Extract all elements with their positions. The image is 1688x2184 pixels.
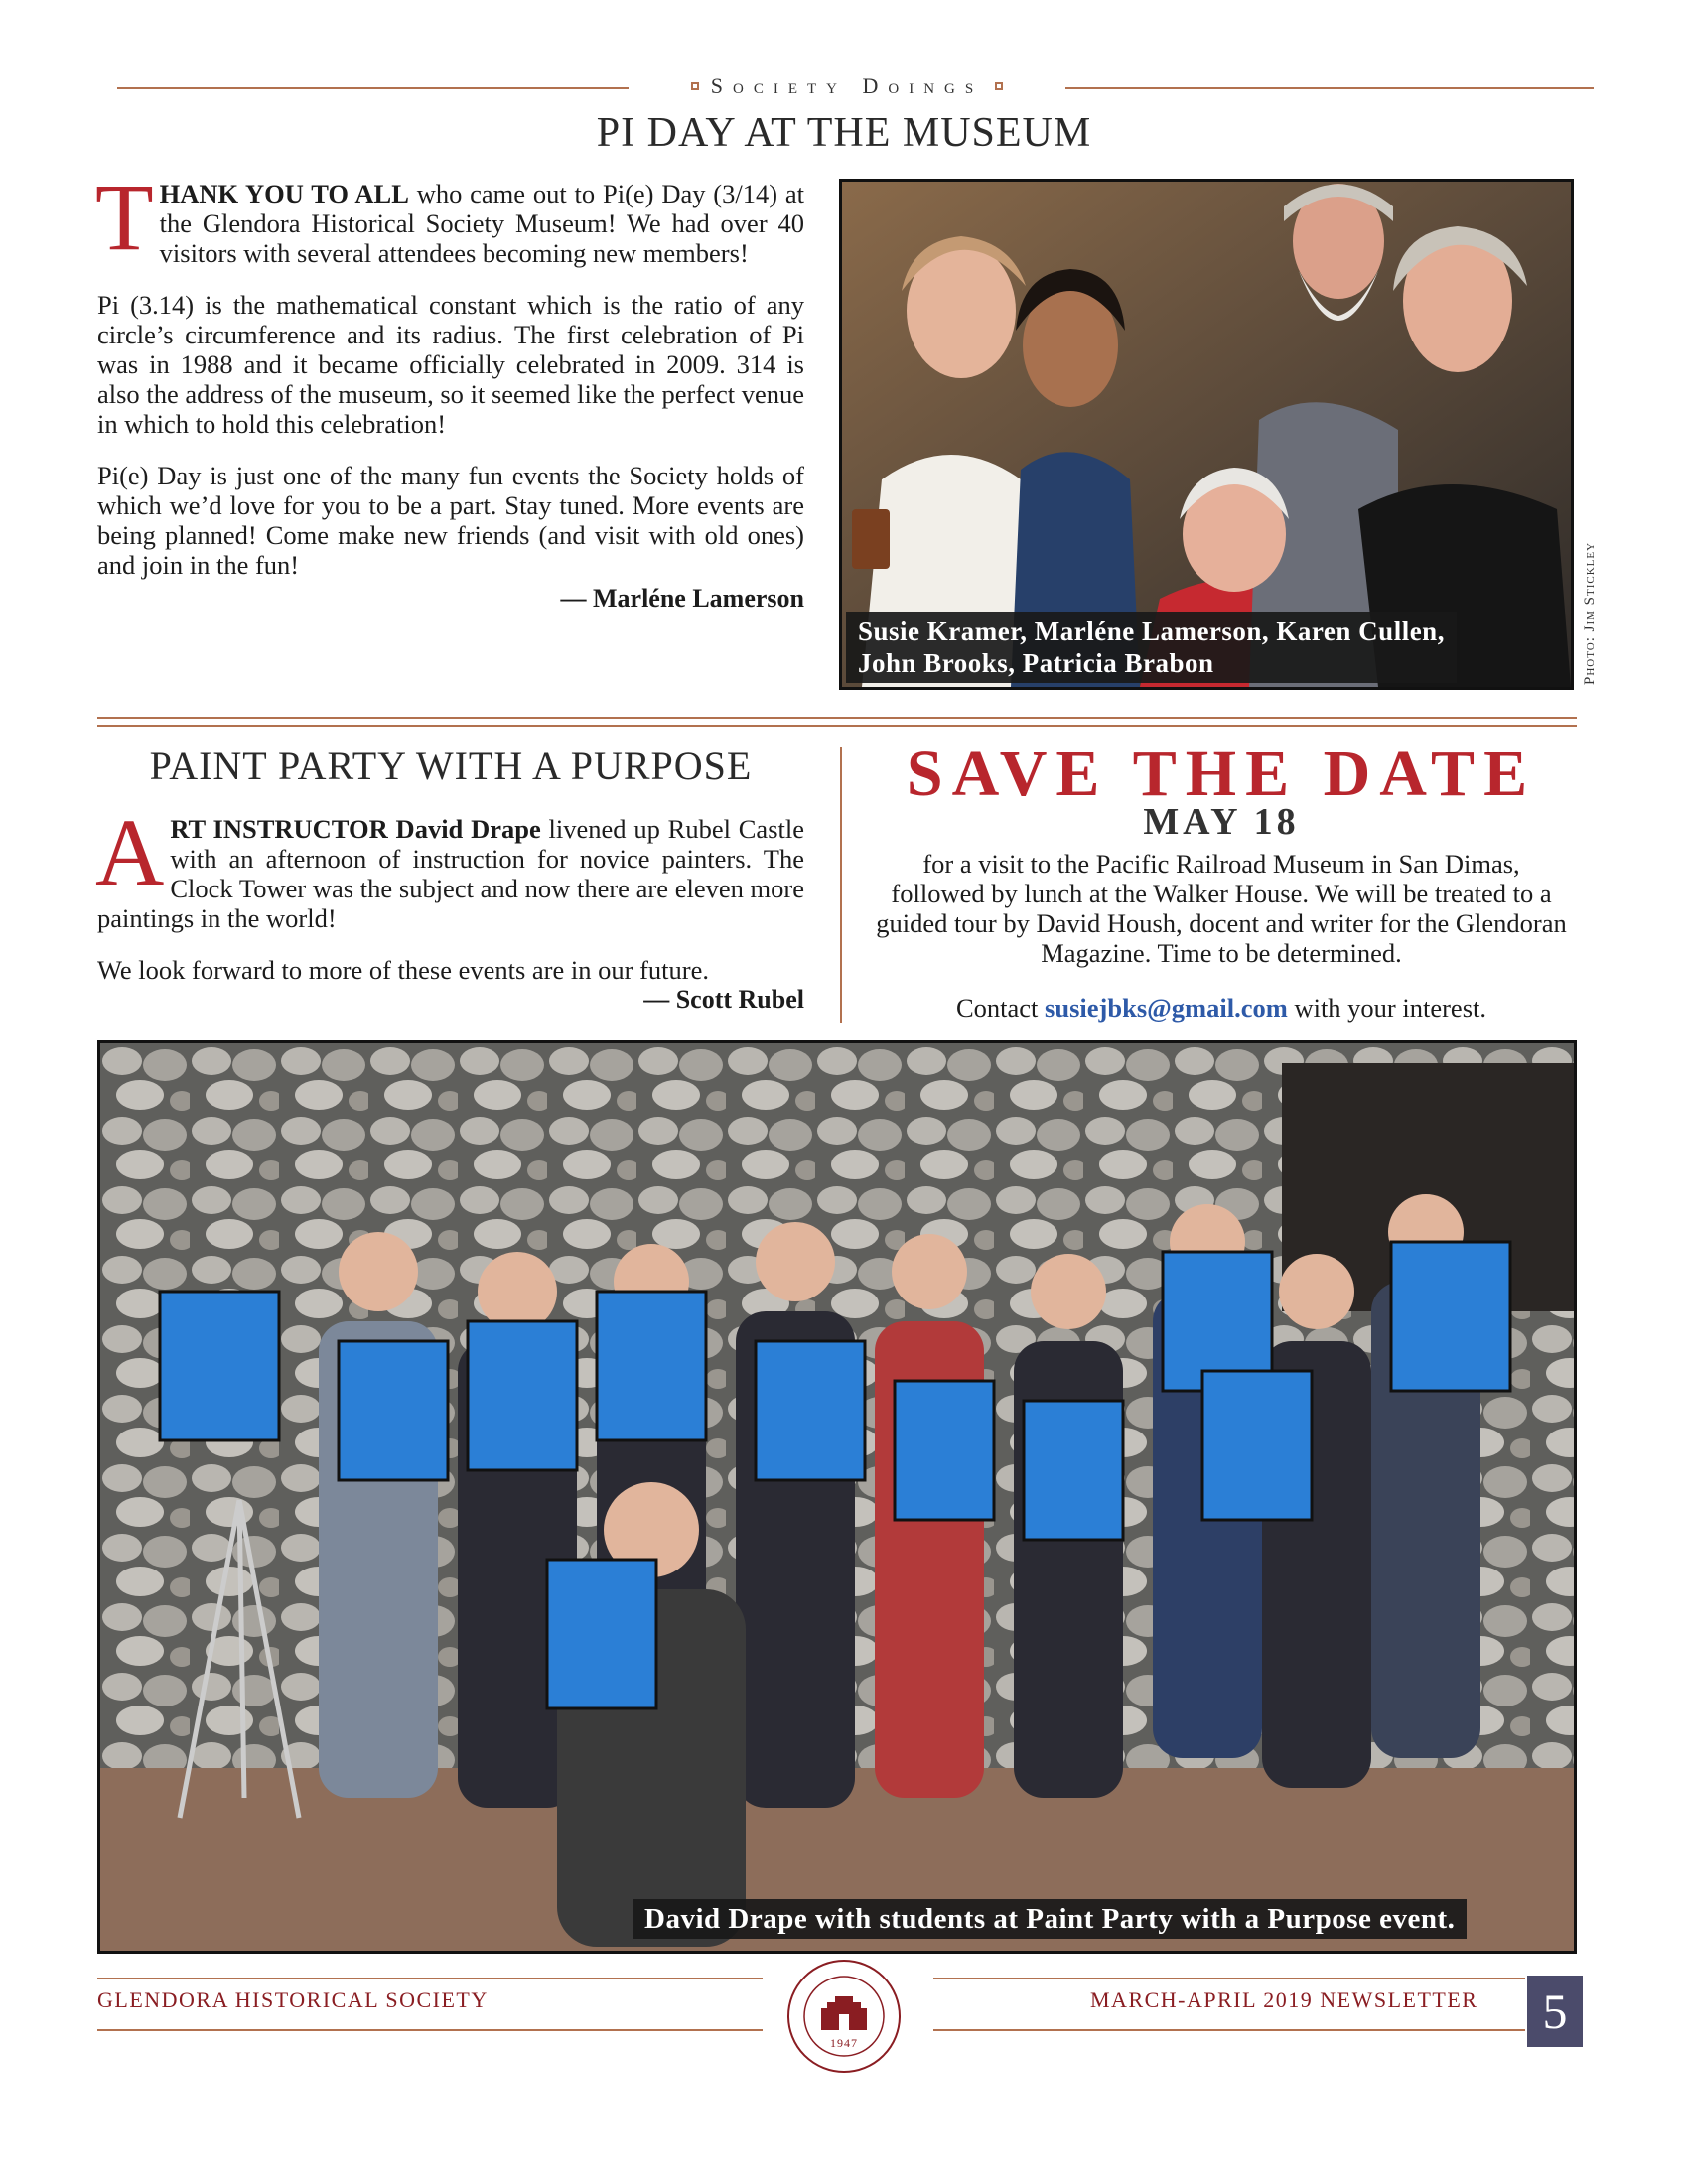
- kicker-text: Society Doings: [710, 73, 984, 98]
- society-seal-logo: [770, 1951, 918, 2080]
- pi-day-signature: — Marléne Lamerson: [560, 584, 804, 613]
- save-the-date-title: SAVE THE DATE: [906, 738, 1537, 810]
- paint-party-paragraph-2: We look forward to more of these events are in our future.: [97, 955, 709, 985]
- footer-issue: MARCH-APRIL 2019 NEWSLETTER: [1090, 1987, 1478, 2012]
- pi-day-paragraph-2: Pi (3.14) is the mathematical constant which is the ratio of any circle’s circumference and its radius. The first celebration of Pi was in 1988 and it became officially celebrated in 2009. 314 is also the address of the museum, so it seemed like the perfect venue in which to hold this celebration!: [97, 290, 804, 439]
- save-the-date-contact: [864, 993, 1579, 1023]
- pi-day-dropcap: T: [95, 164, 154, 270]
- footer-rule-left-bottom: [97, 2029, 763, 2031]
- paint-party-signature: — Scott Rubel: [643, 985, 804, 1014]
- paint-party-dropcap: A: [95, 799, 165, 905]
- society-seal-graphic: [770, 1951, 918, 2080]
- paint-party-photo-image: [100, 1043, 1574, 1951]
- pi-day-headline: PI DAY AT THE MUSEUM: [596, 110, 1092, 156]
- pi-day-article: [95, 164, 805, 614]
- pi-day-paragraph-3: Pi(e) Day is just one of the many fun events the Society holds of which we’d love for you to be a part. Stay tuned. More events are being planned! Come make new friends (and visit with old ones) and join in the fun!: [97, 461, 804, 580]
- header-rule-left: [117, 87, 629, 89]
- photo-credit: Photo: Jim Stickley: [1582, 541, 1598, 685]
- pi-day-paragraph-1-text: who came out to Pi(e) Day (3/14) at the Glendora Historical Society Museum! We had over 40 visitors with several attendees becoming new members!: [159, 179, 805, 268]
- footer-publisher: GLENDORA HISTORICAL SOCIETY: [97, 1987, 489, 2012]
- paint-party-photo: [97, 1040, 1577, 1954]
- pi-day-caption-line-2: John Brooks, Patricia Brabon: [858, 648, 1214, 678]
- pi-day-lead: HANK YOU TO ALL: [159, 179, 409, 208]
- save-the-date-body: for a visit to the Pacific Railroad Museum in San Dimas, followed by lunch at the Walker House. We will be treated to a guided tour by David Housh, docent and writer for the Glendoran Magazine. Time to be determined.: [876, 849, 1567, 968]
- pi-day-caption-line-1: Susie Kramer, Marléne Lamerson, Karen Cullen,: [858, 616, 1445, 646]
- footer-rule-left-top: [97, 1978, 763, 1979]
- header-rule-right: [1065, 87, 1594, 89]
- contact-prefix: Contact: [955, 993, 1046, 1023]
- page-number: 5: [1527, 1976, 1583, 2047]
- kicker-ornament-right: [995, 82, 1003, 90]
- paint-party-article: [95, 799, 804, 1015]
- contact-suffix: with your interest.: [1287, 993, 1486, 1023]
- seal-year: 1947: [830, 2036, 858, 2050]
- kicker-ornament-left: [691, 82, 699, 90]
- pi-day-photo-caption: [846, 612, 1457, 683]
- paint-party-paragraph-1: [95, 799, 804, 933]
- section-kicker: [629, 69, 1065, 103]
- section-divider-bottom: [97, 725, 1577, 727]
- pi-day-photo: [839, 179, 1574, 690]
- paint-party-headline: PAINT PARTY WITH A PURPOSE: [149, 744, 753, 788]
- section-divider-top: [97, 717, 1577, 719]
- pi-day-paragraph-1: [95, 164, 805, 270]
- footer-rule-right-top: [933, 1978, 1525, 1979]
- paint-party-photo-caption: David Drape with students at Paint Party with a Purpose event.: [633, 1899, 1467, 1939]
- contact-email-link[interactable]: susiejbks@gmail.com: [1045, 993, 1288, 1023]
- column-divider: [840, 747, 842, 1023]
- footer-rule-right-bottom: [933, 2029, 1525, 2031]
- save-the-date-date: MAY 18: [1143, 801, 1300, 843]
- paint-party-lead: RT INSTRUCTOR David Drape: [170, 814, 541, 844]
- paint-party-paragraph-1-text: livened up Rubel Castle with an afternoon of instruction for novice painters. The Clock Tower was the subject and now there are eleven more paintings in the world!: [97, 814, 804, 933]
